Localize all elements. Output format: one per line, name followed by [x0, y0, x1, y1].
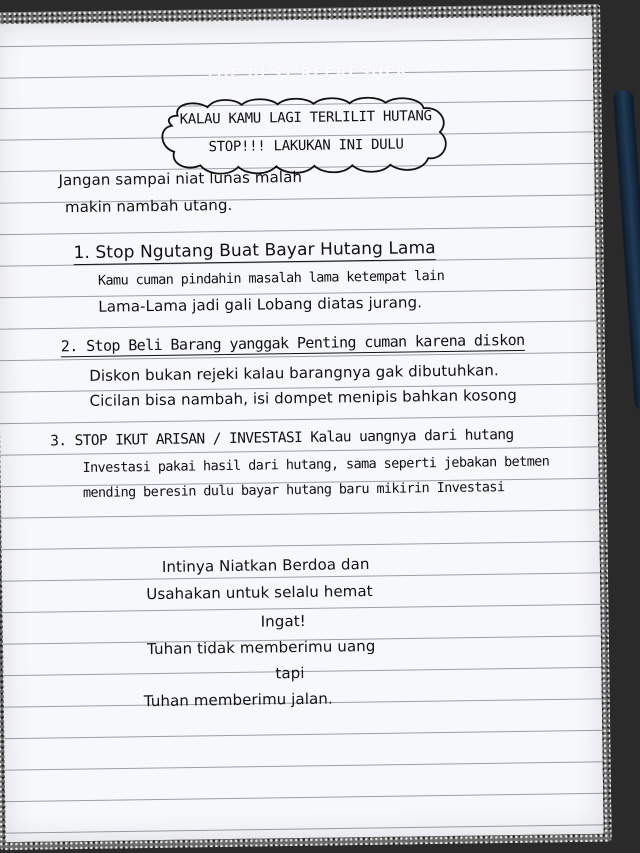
title-line-1: KALAU KAMU LAGI TERLILIT HUTANG	[179, 108, 432, 128]
closing-line-3: Ingat!	[260, 611, 306, 631]
watermark: THE BEST REFRESHER	[204, 62, 409, 84]
notebook-page	[0, 16, 604, 842]
tip-2-line-1: Diskon bukan rejeki kalau barangnya gak dibutuhkan.	[89, 361, 499, 385]
closing-line-6: Tuhan memberimu jalan.	[143, 689, 333, 711]
intro-line-1: Jangan sampai niat lunas malah	[58, 167, 303, 190]
tip-2-line-2: Cicilan bisa nambah, isi dompet menipis bahkan kosong	[89, 385, 518, 410]
tip-3-heading: 3. STOP IKUT ARISAN / INVESTASI Kalau uangnya dari hutang	[50, 427, 514, 450]
intro-line-2: makin nambah utang.	[64, 195, 233, 217]
tip-1-heading: 1. Stop Ngutang Buat Bayar Hutang Lama	[73, 238, 436, 264]
closing-line-1: Intinya Niatkan Berdoa dan	[161, 555, 370, 576]
tip-1-line-1: Kamu cuman pindahin masalah lama ketempat lain	[97, 267, 445, 289]
tip-3-line-1: Investasi pakai hasil dari hutang, sama seperti jebakan betmen	[82, 453, 550, 477]
closing-line-5: tapi	[275, 663, 305, 683]
tip-3-line-2: mending beresin dulu bayar hutang baru mikirin Investasi	[82, 479, 505, 502]
closing-line-2: Usahakan untuk selalu hemat	[146, 582, 373, 604]
title-line-2: STOP!!! LAKUKAN INI DULU	[208, 136, 404, 156]
tip-1-line-2: Lama-Lama jadi gali Lobang diatas jurang.	[98, 293, 423, 316]
closing-line-4: Tuhan tidak memberimu uang	[146, 636, 376, 659]
notebook	[0, 4, 612, 850]
tip-2-heading: 2. Stop Beli Barang yanggak Penting cuman karena diskon	[60, 330, 525, 356]
title-cloud	[155, 94, 456, 178]
